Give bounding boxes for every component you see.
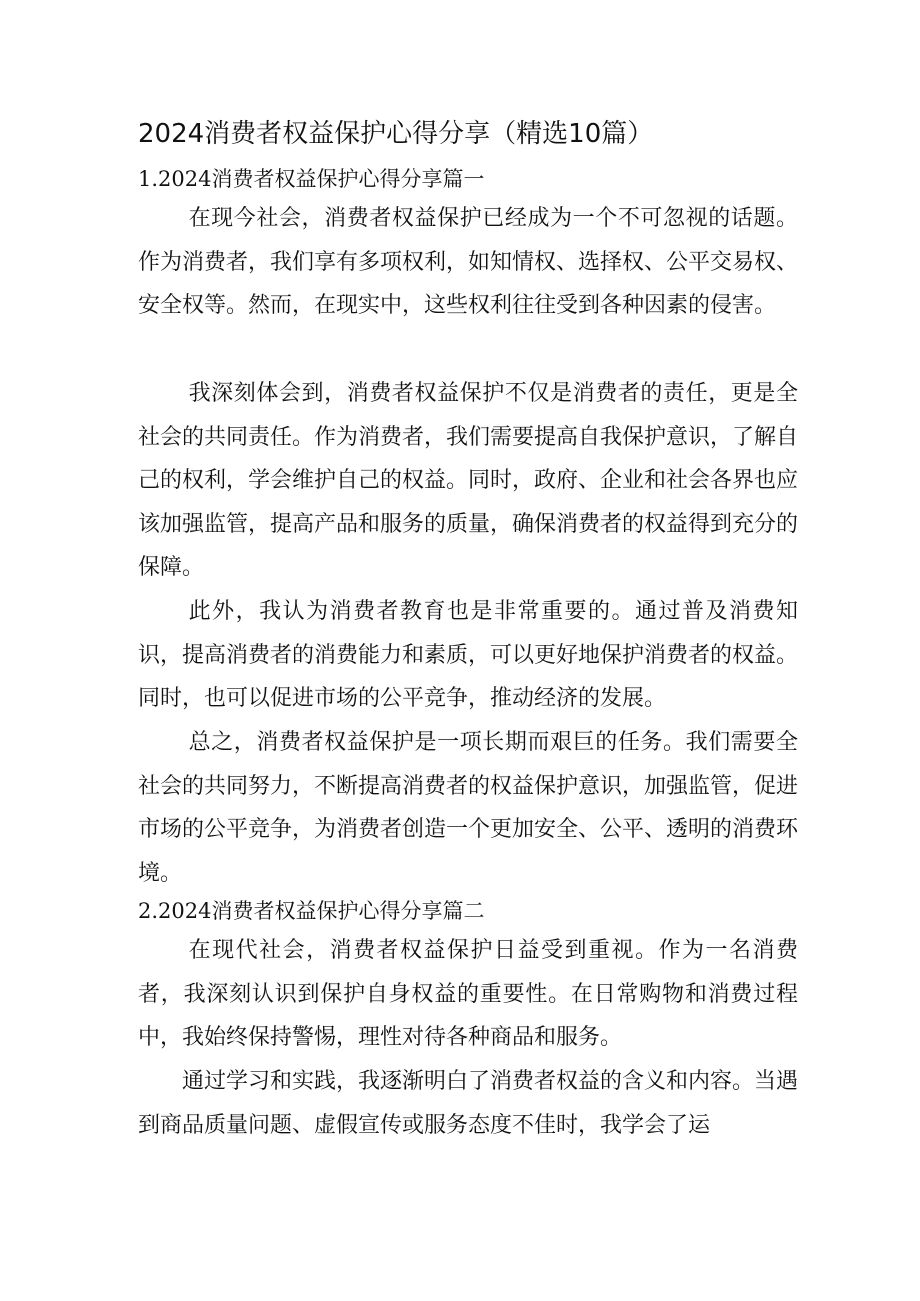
paragraph: 我深刻体会到，消费者权益保护不仅是消费者的责任，更是全社会的共同责任。作为消费者，我们需要提高自我保护意识，了解自己的权利，学会维护自己的权益。同时，政府、企业和社会各界也应该加强监管，提高产品和服务的质量，确保消费者的权益得到充分的保障。 xyxy=(138,381,799,580)
paragraph: 在现代社会，消费者权益保护日益受到重视。作为一名消费者，我深刻认识到保护自身权益的重要性。在日常购物和消费过程中，我始终保持警惕，理性对待各种商品和服务。 xyxy=(138,938,798,1050)
section-heading-1: 1.2024消费者权益保护心得分享篇一 xyxy=(138,167,485,191)
paragraph: 通过学习和实践，我逐渐明白了消费者权益的含义和内容。当遇到商品质量问题、虚假宣传或服务态度不佳时，我学会了运 xyxy=(138,1069,799,1138)
document-title: 2024消费者权益保护心得分享（精选10篇） xyxy=(138,119,654,149)
section-heading-2: 2.2024消费者权益保护心得分享篇二 xyxy=(138,899,485,923)
paragraph: 此外，我认为消费者教育也是非常重要的。通过普及消费知识，提高消费者的消费能力和素质，可以更好地保护消费者的权益。同时，也可以促进市场的公平竞争，推动经济的发展。 xyxy=(138,599,799,711)
paragraph: 总之，消费者权益保护是一项长期而艰巨的任务。我们需要全社会的共同努力，不断提高消费者的权益保护意识，加强监管，促进市场的公平竞争，为消费者创造一个更加安全、公平、透明的消费环境。 xyxy=(138,730,799,886)
paragraph: 在现今社会，消费者权益保护已经成为一个不可忽视的话题。作为消费者，我们享有多项权利，如知情权、选择权、公平交易权、安全权等。然而，在现实中，这些权利往往受到各种因素的侵害。 xyxy=(138,206,799,318)
